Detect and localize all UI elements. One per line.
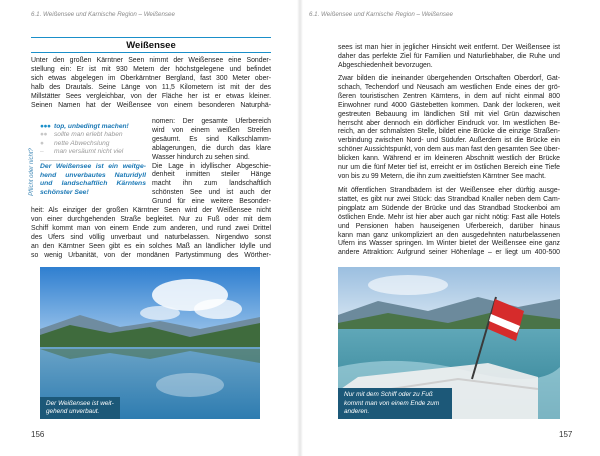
text-line: nomen: Der gesamte Uferbereich: [152, 118, 271, 125]
text-line: östlichen Ende. Mehr ist hier aber auch gar nicht nötig: Fast alle Hotels: [338, 213, 560, 221]
body-text-right-column: [152, 118, 271, 207]
text-line: Die Lage in idyllischer Abgeschie-: [152, 162, 271, 170]
text-line: wird von einem weißen Streifen: [152, 126, 271, 134]
rating-label: top, unbedingt machen!: [54, 123, 129, 130]
text-line: Millstätter Sees vergleichbar, von der Fläche her ist er etwas kleiner.: [31, 92, 271, 100]
text-line: daher das perfekte Ziel für Familien und Naturliebhaber, die Ruhe und: [338, 52, 560, 60]
must-see-note: [40, 163, 146, 198]
note-line: schönster See!: [40, 189, 89, 197]
text-line: an den Kärntner Seen gibt es ein solches Maß an ländlicher Idylle und: [31, 242, 271, 250]
running-head: 6.1. Weißensee und Karnische Region – Weißensee: [31, 11, 175, 18]
text-line: sees ist man hier in jeglicher Hinsicht weit entfernt. Der Weißensee ist: [338, 44, 560, 51]
text-line: sich etwas abgelegen im Oberkärntner Bergland, fast 300 Meter ober-: [31, 74, 271, 82]
rating-legend: [40, 123, 145, 164]
rating-dots: ●: [40, 139, 44, 147]
body-text-top: [31, 57, 271, 110]
text-line: reich, an der schmalsten Stelle, bildet eine Brücke die einzige Straßen-: [338, 128, 560, 136]
text-line: schönsten See und ist auch der: [152, 189, 271, 197]
text-line: Schiff kommt man von einem Ende zum anderen, und rund zwei Drittel: [31, 224, 271, 232]
note-line: hend unverbautes Naturidyll: [40, 171, 146, 179]
photo-caption: Nur mit dem Schiff oder zu Fuß kommt man von einem Ende zum anderen.: [338, 388, 452, 419]
text-line: nur um die fünf Meter tief ist, erreicht er im östlichen Bereich eine Tiefe: [338, 164, 560, 172]
text-line: pingplatz am Südende der Brücke und das Strandbad Stockenboi am: [338, 204, 560, 212]
text-line: und Pensionen haben hauseigenen Uferbereich, darüber hinaus: [338, 222, 560, 230]
text-line: kann man ganz unkompliziert an den ausgedehnten naturbelassenen: [338, 231, 560, 239]
text-line: Einwohner rund 4000 Gästebetten kommen. Dank der lockeren, weit: [338, 101, 560, 109]
rating-label: nette Abwechslung: [54, 139, 110, 147]
text-line: Ufern ins Wasser springen. Im Winter bietet der Weißensee eine ganz: [338, 240, 560, 248]
side-tab-label: Pflicht oder nicht?: [28, 148, 35, 196]
rating-label: man versäumt nicht viel: [54, 148, 124, 156]
text-line: denheit inmitten steiler Hänge: [152, 171, 271, 179]
rating-row: [40, 140, 145, 148]
text-line: Unter den großen Kärntner Seen nimmt der Weißensee eine Sonder-: [31, 57, 271, 64]
running-head: 6.1. Weißensee und Karnische Region – Weißensee: [309, 11, 453, 18]
photo-caption: Der Weißensee ist weit-gehend unverbaut.: [40, 397, 120, 419]
text-line: ßeren touristischen Zentren Kärntens, in dem auf nicht einmal 800: [338, 92, 560, 100]
rating-row: [40, 123, 145, 131]
rating-dots: –: [40, 148, 44, 156]
section-heading-box: [31, 37, 271, 53]
lake-photo: [40, 267, 260, 419]
text-line: schöner Aussichtspunkt, von dem aus man fast den gesamten See über-: [338, 146, 560, 154]
text-line: von bis zu 99 Metern, die ihn zum zweittiefsten Kärntner See macht.: [338, 172, 546, 180]
text-line: ablagerungen, die durch das klare: [152, 144, 271, 152]
text-line: Mit öffentlichen Strandbädern ist der Weißensee eher dürftig ausge-: [338, 187, 560, 194]
text-line: Zwar bilden die ineinander übergehenden Ortschaften Oberdorf, Gat-: [338, 75, 560, 82]
rating-row: [40, 148, 145, 156]
rating-divider: [40, 160, 140, 161]
text-line: gestreuten Bebauung im ländlichen Stil mit viel Grün dazwischen: [338, 110, 560, 118]
text-line: Grund für eine weitere Besonder-: [152, 198, 271, 206]
text-line: stattet, es gibt nur zwei Stück: das Strandbad Knaller neben dem Cam-: [338, 195, 560, 203]
text-line: von einer durchgehenden Straße begleitet. Nur zu Fuß oder mit dem: [31, 215, 271, 223]
text-line: blicken kann. Während er im kleineren Abschnitt westlich der Brücke: [338, 155, 560, 163]
rating-dots: ●●: [40, 131, 47, 139]
text-line: halb des Drautals. Seine Länge von 11,5 Kilometern ist mit der des: [31, 83, 271, 91]
text-line: so wenig Urbanität, von der mondänen Partystimmung des Wörther-: [31, 251, 271, 259]
body-paragraph-2: [338, 75, 560, 182]
note-line: und landschaftlich Kärntens: [40, 180, 146, 188]
body-paragraph-1: [338, 44, 560, 71]
text-line: Seinen Namen hat der Weißensee von einem besonderen Naturphä-: [31, 101, 271, 109]
text-line: Abgeschiedenheit bevorzugen.: [338, 61, 433, 69]
rating-row: [40, 131, 145, 139]
text-line: andere Attraktion: Aufgrund seiner Höhenlage – er liegt um 400-500: [338, 249, 560, 257]
text-line: schach, Techendorf und Neusach am westlichen Ende eines der grö-: [338, 83, 560, 91]
boat-photo: [338, 267, 560, 419]
text-line: heit: Als einziger der großen Kärntner Seen wird der Weißensee nicht: [31, 207, 271, 214]
text-line: Wasser hindurch zu sehen sind.: [152, 153, 250, 161]
rating-label: sollte man erlebt haben: [54, 131, 123, 139]
page-gutter: [297, 0, 303, 456]
note-line: Der Weißensee ist ein weitge-: [40, 163, 146, 170]
right-page: [300, 0, 600, 456]
text-line: herrscht aber dennoch ein dörflicher Eindruck vor. Im westlichen Be-: [338, 119, 560, 127]
text-line: gesäumt. Es sind Kalkschlamm-: [152, 135, 271, 143]
section-title: Weißensee: [126, 39, 176, 51]
text-line: des Ufers sind völlig unverbaut und naturbelassen. Nirgendwo sonst: [31, 233, 271, 241]
rating-dots: ●●●: [40, 123, 51, 130]
text-line: macht ihn zum landschaftlich: [152, 180, 271, 188]
text-line: verbindung zwischen Nord- und Südufer. Außerdem ist die Brücke ein: [338, 137, 560, 145]
text-line: stellung ein: Er ist mit 930 Metern der höchstgelegene und befindet: [31, 65, 271, 73]
body-text-bottom: [31, 207, 271, 260]
page-number: 157: [559, 430, 573, 439]
body-paragraph-3: [338, 187, 560, 258]
page-number: 156: [31, 430, 45, 439]
